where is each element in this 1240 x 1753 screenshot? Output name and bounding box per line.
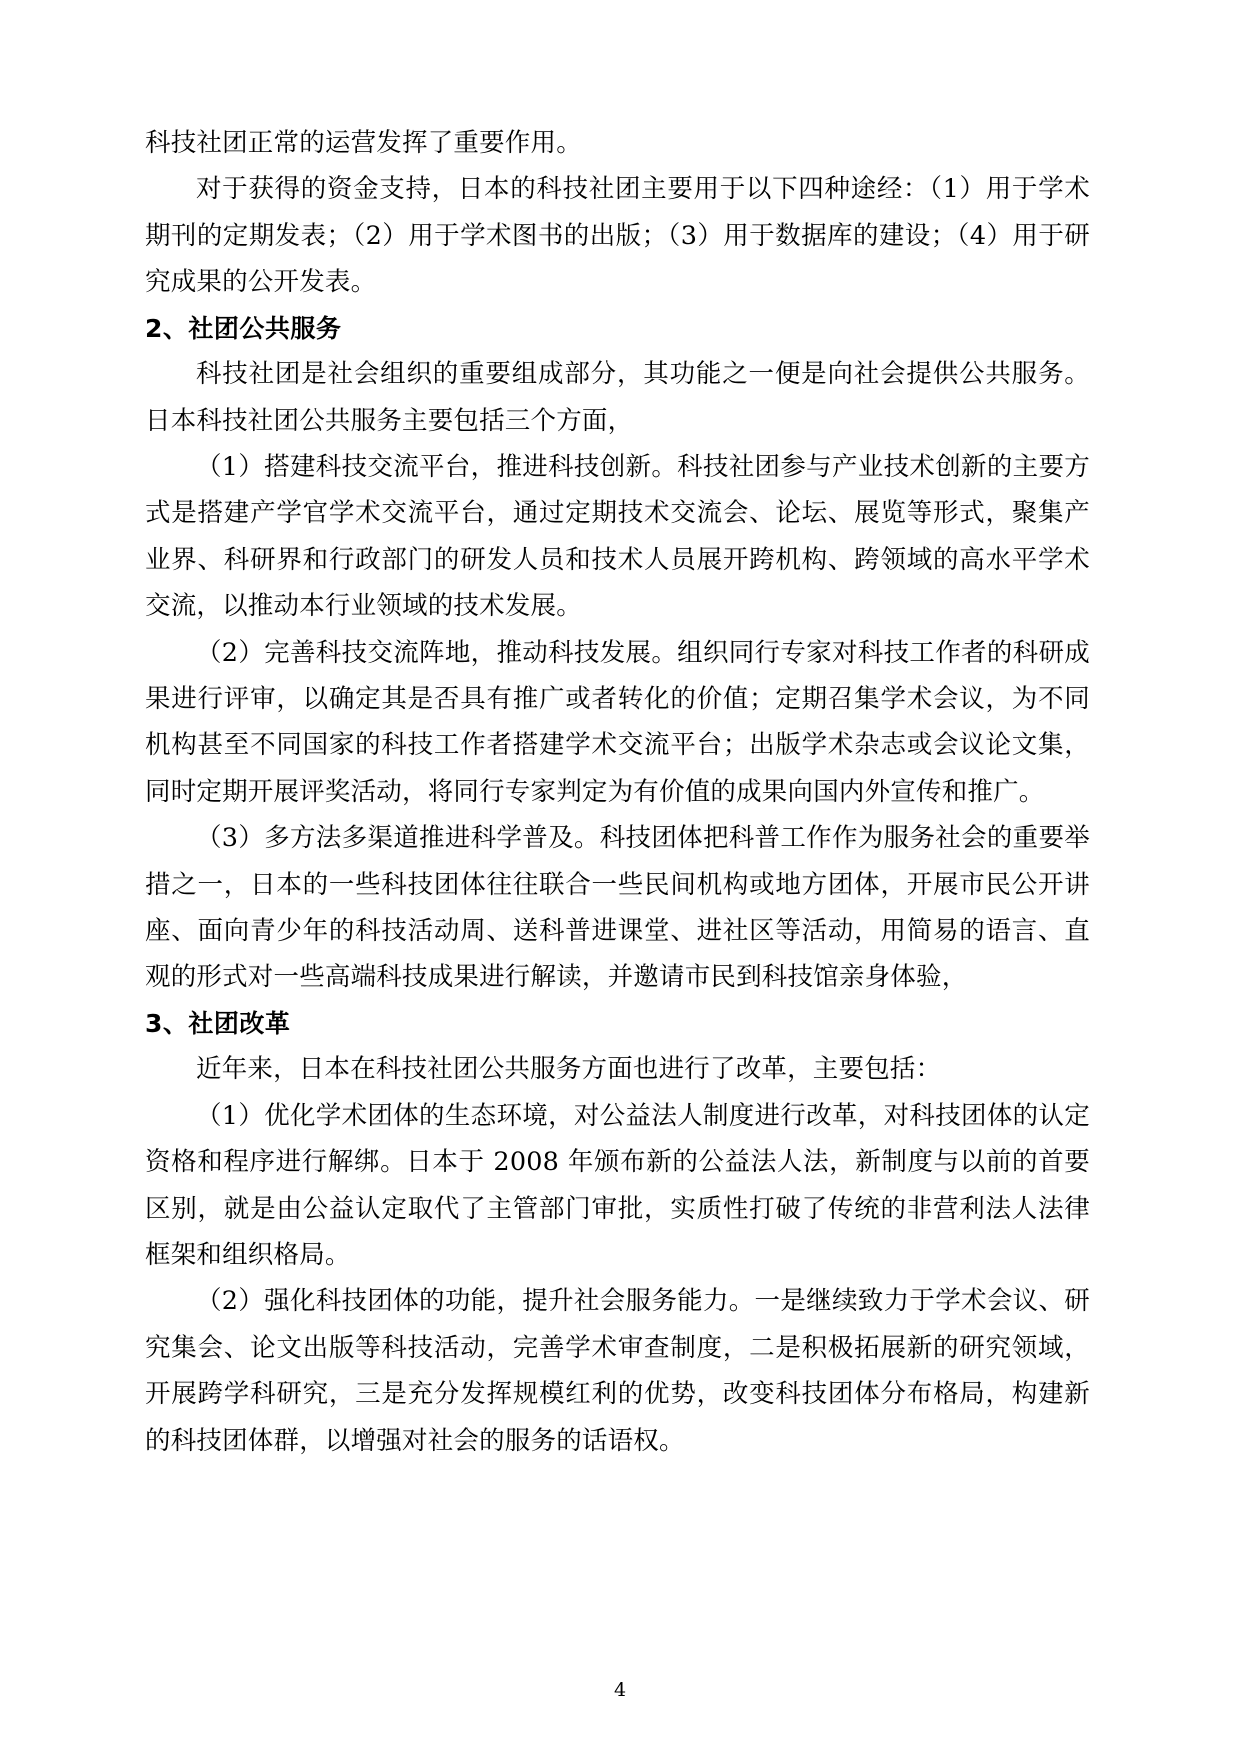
paragraph: 近年来，日本在科技社团公共服务方面也进行了改革，主要包括： [196, 1054, 942, 1085]
section-heading: 3、社团改革 [145, 1008, 291, 1038]
paragraph: 科技社团正常的运营发挥了重要作用。 [145, 128, 582, 158]
paragraph: （2）完善科技交流阵地，推动科技发展。组织同行专家对科技工作者的科研成果进行评审，以确定其是否具有推广或者转化的价值；定期召集学术会议，为不同机构甚至不同国家的科技工作者搭建学术交流平台；出版学术杂志或会议论文集，同时定期开展评奖活动，将同行专家判定为有价值的成果向国内外宣传和推广。 [145, 637, 1090, 807]
page-number: 4 [613, 1679, 627, 1701]
paragraph: （2）强化科技团体的功能，提升社会服务能力。一是继续致力于学术会议、研究集会、论文出版等科技活动，完善学术审查制度，二是积极拓展新的研究领域，开展跨学科研究，三是充分发挥规模红利的优势，改变科技团体分布格局，构建新的科技团体群，以增强对社会的服务的话语权。 [145, 1286, 1090, 1456]
section-heading: 2、社团公共服务 [145, 313, 342, 343]
document-body [145, 120, 1090, 1464]
paragraph: （1）搭建科技交流平台，推进科技创新。科技社团参与产业技术创新的主要方式是搭建产学官学术交流平台，通过定期技术交流会、论坛、展览等形式，聚集产业界、科研界和行政部门的研发人员和技术人员展开跨机构、跨领域的高水平学术交流，以推动本行业领域的技术发展。 [145, 451, 1090, 622]
paragraph: 科技社团是社会组织的重要组成部分，其功能之一便是向社会提供公共服务。日本科技社团公共服务主要包括三个方面， [145, 359, 1090, 436]
paragraph: （3）多方法多渠道推进科学普及。科技团体把科普工作作为服务社会的重要举措之一，日本的一些科技团体往往联合一些民间机构或地方团体，开展市民公开讲座、面向青少年的科技活动周、送科普进课堂、进社区等活动，用简易的语言、直观的形式对一些高端科技成果进行解读，并邀请市民到科技馆亲身体验， [145, 823, 1090, 993]
paragraph: （1）优化学术团体的生态环境，对公益法人制度进行改革，对科技团体的认定资格和程序进行解绑。日本于 2008 年颁布新的公益法人法，新制度与以前的首要区别，就是由公益认定取代了主管部门审批，实质性打破了传统的非营利法人法律框架和组织格局。 [145, 1100, 1090, 1270]
paragraph: 对于获得的资金支持，日本的科技社团主要用于以下四种途经：（1）用于学术期刊的定期发表；（2）用于学术图书的出版；（3）用于数据库的建设；（4）用于研究成果的公开发表。 [145, 174, 1090, 298]
